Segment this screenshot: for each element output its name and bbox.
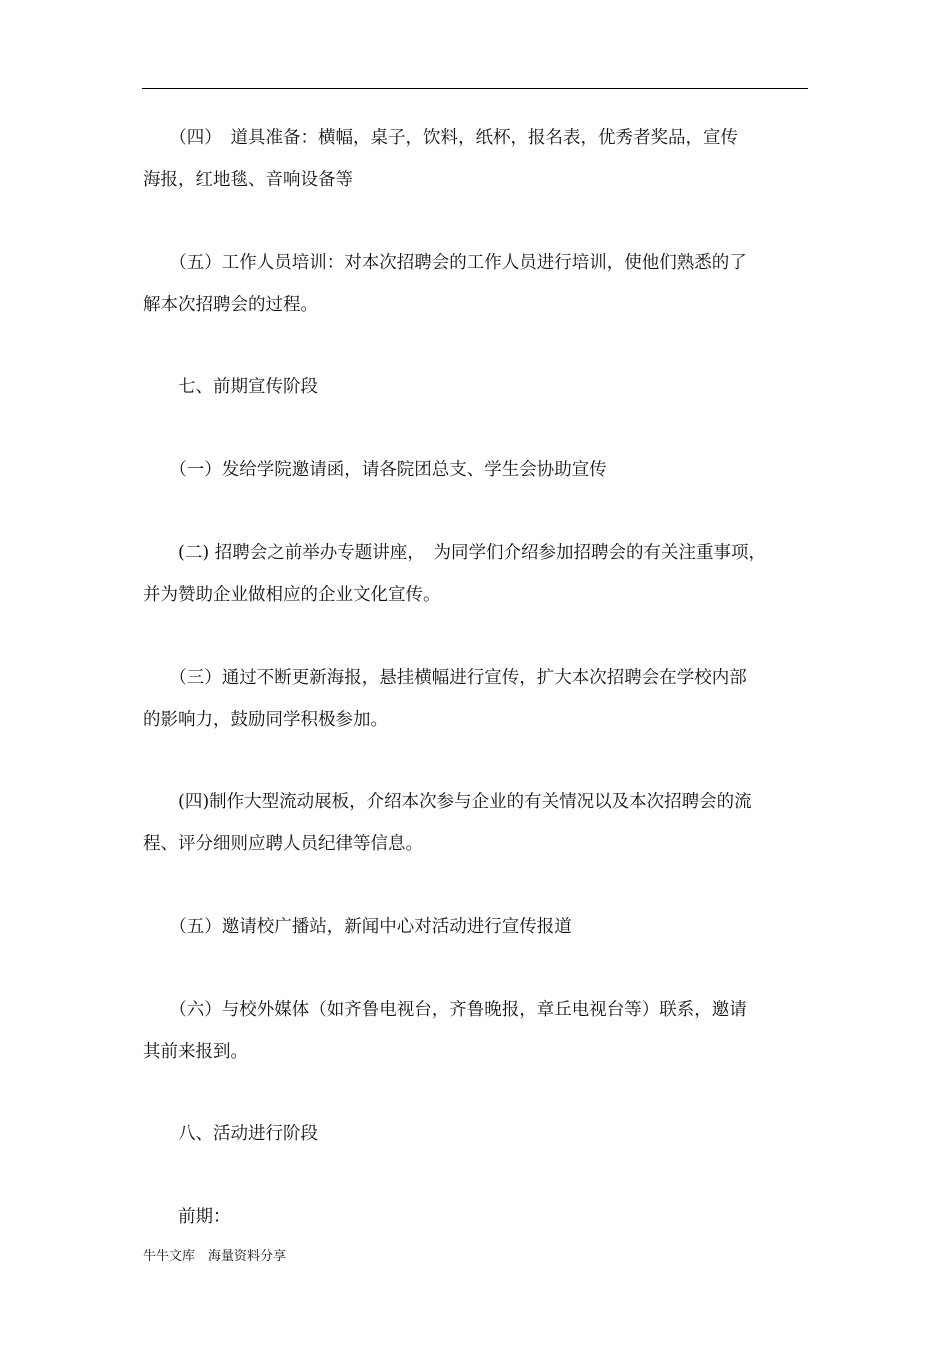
line: （六）与校外媒体（如齐鲁电视台，齐鲁晚报，章丘电视台等）联系，邀请 <box>143 1000 747 1020</box>
line: 的影响力，鼓励同学积极参加。 <box>143 710 388 730</box>
paragraph-posters <box>143 657 775 741</box>
line: 海报，红地毯、音响设备等 <box>143 170 353 190</box>
line: （五）邀请校广播站，新闻中心对活动进行宣传报道 <box>143 917 572 937</box>
paragraph-display-board <box>143 781 775 865</box>
line: 八、活动进行阶段 <box>143 1124 318 1144</box>
header-rule <box>142 88 808 89</box>
paragraph-early-stage <box>143 1196 775 1238</box>
line: 前期： <box>143 1207 231 1227</box>
line: 程、评分细则应聘人员纪律等信息。 <box>143 834 423 854</box>
line: (二) 招聘会之前举办专题讲座， 为同学们介绍参加招聘会的有关注重事项， <box>143 543 766 563</box>
section-heading-publicity <box>143 366 775 408</box>
paragraph-lecture <box>143 532 775 616</box>
line: （四） 道具准备：横幅，桌子，饮料，纸杯，报名表，优秀者奖品，宣传 <box>143 128 738 148</box>
section-heading-activity <box>143 1113 775 1155</box>
page-footer: 牛牛文库 海量资料分享 <box>143 1249 287 1264</box>
line: 七、前期宣传阶段 <box>143 377 318 397</box>
line: （三）通过不断更新海报，悬挂横幅进行宣传，扩大本次招聘会在学校内部 <box>143 668 747 688</box>
line: (四)制作大型流动展板，介绍本次参与企业的有关情况以及本次招聘会的流 <box>143 792 752 812</box>
line: 并为赞助企业做相应的企业文化宣传。 <box>143 585 441 605</box>
paragraph-props <box>143 117 775 201</box>
paragraph-invitation <box>143 449 775 491</box>
paragraph-campus-media <box>143 906 775 948</box>
line: 解本次招聘会的过程。 <box>143 295 318 315</box>
line: （五）工作人员培训：对本次招聘会的工作人员进行培训，使他们熟悉的了 <box>143 253 747 273</box>
paragraph-staff-training <box>143 242 775 326</box>
line: 其前来报到。 <box>143 1042 248 1062</box>
paragraph-external-media <box>143 989 775 1073</box>
line: （一）发给学院邀请函，请各院团总支、学生会协助宣传 <box>143 460 607 480</box>
